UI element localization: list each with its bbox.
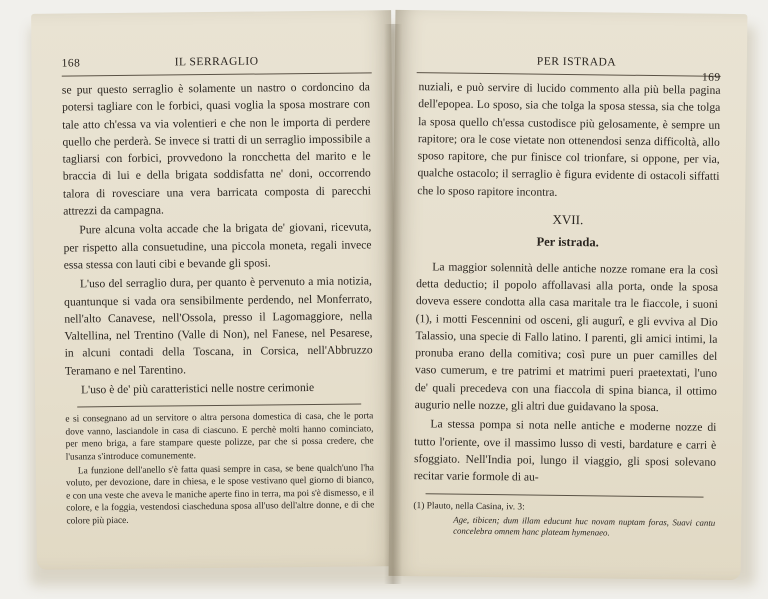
left-running-title: IL SERRAGLIO (174, 55, 259, 69)
left-page (31, 10, 397, 570)
right-footnote-1: (1) Plauto, nella Casina, iv. 3: (413, 500, 525, 513)
left-paragraph-2: Pure alcuna volta accade che la brigata de' giovani, ricevuta, per rispetto alla consuetudine, una piccola moneta, regali invece essa stessa con lauti cibi e bevande gli sposi. (63, 220, 372, 272)
left-page-header (62, 54, 372, 76)
left-page-number: 168 (61, 57, 81, 70)
left-footnote-2: La funzione dell'anello s'è fatta quasi sempre in casa, se bene qualch'uno l'ha voluto, per devozione, dare in chiesa, e le spose vestivano quel giorno di bianco, e con una veste che aveva le maniche aperte fino in terra, ma poi s'è dismesso, e il colore, e la foggia, vestendosi ciascheduna sposa all'uso dell'altre donne, e di che colore più piace. (65, 463, 375, 527)
left-paragraph-1: se pur questo serraglio è solamente un nastro o cordoncino da potersi tagliare con le forbici, quasi voglia la sposa mostrare con tale atto ch'essa va via volentieri e che non le importa di perdere quello che perderà. Se invece si tratti di un serraglio impossibile a tagliarsi con forbici, provvedono la roncchetta del marito e le braccia di lui e della brigata soddisfatta ne' doni, occorrendo talora di rovesciare una vera barricata composta di parecchi attrezzi da campagna. (61, 80, 372, 218)
right-paragraph-continued: nuziali, e può servire di lucido commento alla più bella pagina dell'epopea. Lo sposo, sia che tolga la sposa stessa, sia che tolga la sposa quello ch'essa custodisce più gelosamente, è sempre un rapitore; ora le cose vietate non ottenendosi senza difficoltà, allo sposo rapitore, che pur finisce col trionfare, si oppone, per via, qualche ostacolo; il serraglio è figura evidente di ostacoli siffatti che lo sposo rapitore incontra. (417, 80, 721, 199)
left-paragraph-4: L'uso è de' più caratteristici nelle nostre cerimonie (80, 381, 315, 397)
right-page-header (417, 54, 721, 84)
book-gutter (384, 24, 402, 584)
right-paragraph-1: La maggior solennità delle antiche nozze romane era la così detta deductio; il popolo affollavasi alla porta, onde la sposa doveva essere condotta alla casa maritale tra le fiaccole, i suoni (1), i motti Fescennini od osceni, gli augurî, e gli evviva al Dio Talassio, una specie di Fallo latino. I parenti, gli amici intimi, la pronuba erano della comitiva; così pure un puer camilles del vaso cumerum, e tre patrimi et matrimi pueri praetextati, l'uno de' quali precedeva con una fiaccola di spina bianca, il ottimo augurio nelle nozze, gli altri due guidavano la sposa. (414, 260, 719, 415)
right-page-number: 169 (701, 71, 721, 84)
right-paragraph-2: La stessa pompa si nota nelle antiche e moderne nozze di tutto l'oriente, ove il massimo lusso di vesti, bardature e carri è sfoggiato. Nell'India poi, lungo il viaggio, gli sposi solevano recitar varie formole di au- (413, 417, 717, 484)
left-footnote-1: e si consegnano ad un servitore o altra persona domestica di casa, che le porta dove vanno, lasciandole in casa di ciascuno. E perchè molti hanno cominciato, per meno briga, a fare stampare queste polizze, par che si possa credere, che l'usanza s'introduce comunemente. (65, 411, 374, 463)
right-page-body (413, 78, 721, 542)
left-footnote-rule (78, 404, 361, 408)
section-number: XVII. (552, 211, 584, 228)
left-paragraph-3: L'uso del serraglio dura, per quanto è pervenuto a mia notizia, quantunque si vada ora sensibilmente perdendo, nel Monferrato, nell'alto Canavese, nell'Ossola, presso il Lagomaggiore, nella Valtellina, nel Trentino (Valle di Non), nel Fanese, nel Pesarese, in alcuni contadi della Toscana, in Corsica, nell'Abbruzzo Teramano e nel Tarentino. (64, 274, 373, 378)
left-page-body (62, 78, 375, 529)
right-running-title: PER ISTRADA (536, 55, 617, 69)
right-footnote-rule (426, 493, 704, 497)
right-footnote-verse: Age, tibicen; dum illam educunt huc novam nuptam foras, Suavi cantu concelebra omnem hanc plateam hymenaeo. (453, 514, 716, 538)
right-page (389, 10, 748, 580)
section-title: Per istrada. (536, 234, 599, 250)
